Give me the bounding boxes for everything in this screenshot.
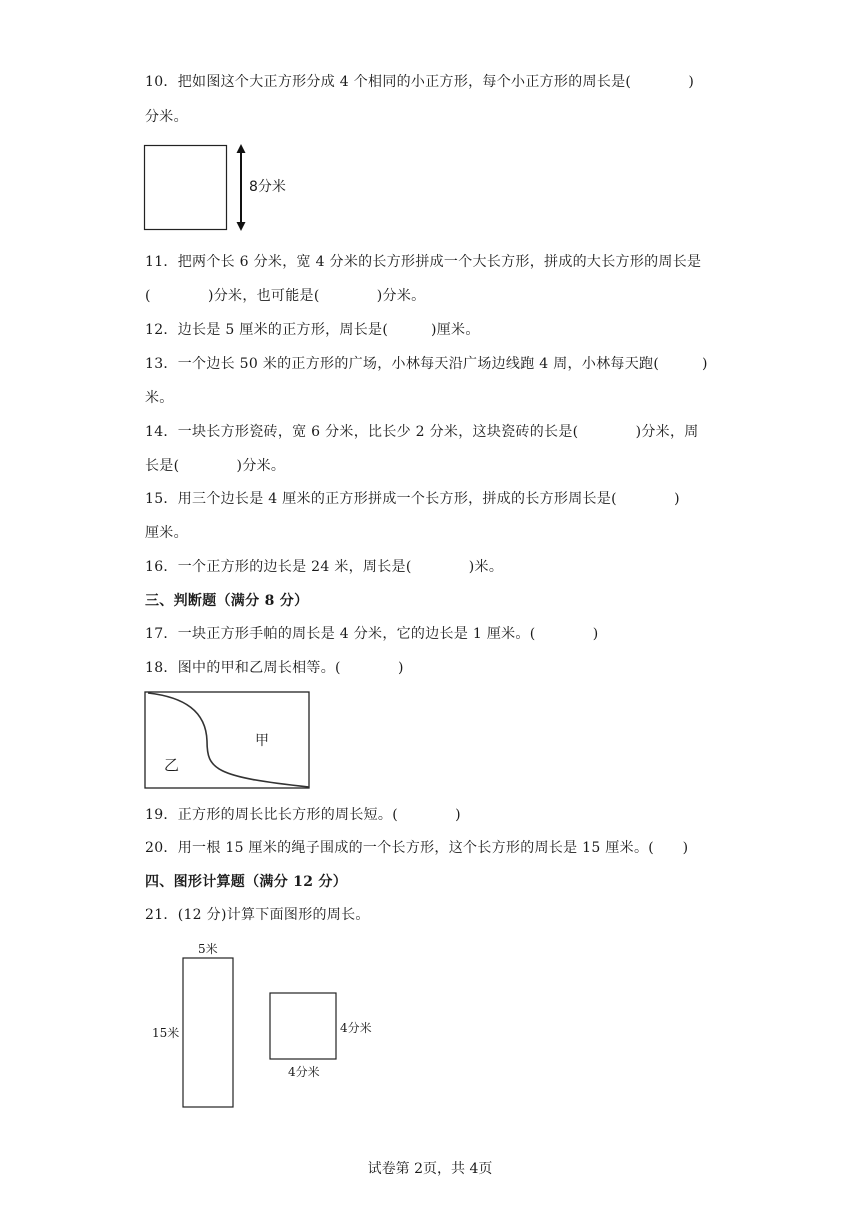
q21-rectangle-height-label: 15米	[152, 1026, 180, 1040]
q13-line1: 13．一个边长 50 米的正方形的广场，小林每天沿广场边线跑 4 周，小林每天跑( )	[145, 356, 708, 372]
q18-label-yi: 乙	[164, 756, 180, 774]
q12-line1: 12．边长是 5 厘米的正方形，周长是( )厘米。	[145, 322, 480, 338]
q14-line1: 14．一块长方形瓷砖，宽 6 分米，比长少 2 分米，这块瓷砖的长是( )分米，周	[145, 424, 699, 440]
q14-line2: 长是( )分米。	[145, 458, 286, 474]
q10-line1: 10．把如图这个大正方形分成 4 个相同的小正方形，每个小正方形的周长是( )	[145, 74, 695, 90]
page-footer: 试卷第 2页，共 4页	[367, 1161, 493, 1177]
q13-line2: 米。	[145, 390, 174, 406]
q21-square-figure	[269, 992, 339, 1062]
q21-rectangle-figure	[182, 957, 236, 1110]
q10-square	[145, 146, 227, 230]
q21-square-bottom-label: 4分米	[288, 1065, 320, 1079]
q20-line1: 20．用一根 15 厘米的绳子围成的一个长方形，这个长方形的周长是 15 厘米。( )	[145, 840, 689, 856]
q21-rectangle-width-label: 5米	[198, 942, 218, 956]
q10-arrow-down	[237, 222, 246, 231]
section-4-title: 四、图形计算题（满分 12 分）	[145, 874, 348, 890]
q11-line1: 11．把两个长 6 分米，宽 4 分米的长方形拼成一个大长方形，拼成的大长方形的周长是	[145, 254, 702, 270]
q21-square	[270, 993, 336, 1059]
q10-dimension-label: 8分米	[249, 179, 286, 195]
q15-line2: 厘米。	[145, 525, 188, 541]
q15-line1: 15．用三个边长是 4 厘米的正方形拼成一个长方形，拼成的长方形周长是( )	[145, 491, 680, 507]
q10-arrow-up	[237, 144, 246, 153]
section-3-title: 三、判断题（满分 8 分）	[145, 593, 309, 609]
q18-label-jia: 甲	[255, 733, 269, 749]
q10-line2: 分米。	[145, 109, 188, 125]
q19-line1: 19．正方形的周长比长方形的周长短。( )	[145, 807, 461, 823]
q21-line1: 21．(12 分)计算下面图形的周长。	[145, 907, 370, 923]
q18-split-rectangle-figure	[144, 691, 312, 791]
q21-rectangle	[183, 958, 233, 1107]
q18-line1: 18．图中的甲和乙周长相等。( )	[145, 660, 404, 676]
q21-square-side-label: 4分米	[340, 1021, 372, 1035]
q11-line2: ( )分米，也可能是( )分米。	[145, 288, 426, 304]
q17-line1: 17．一块正方形手帕的周长是 4 分米，它的边长是 1 厘米。( )	[145, 626, 599, 642]
q16-line1: 16．一个正方形的边长是 24 米，周长是( )米。	[145, 559, 504, 575]
